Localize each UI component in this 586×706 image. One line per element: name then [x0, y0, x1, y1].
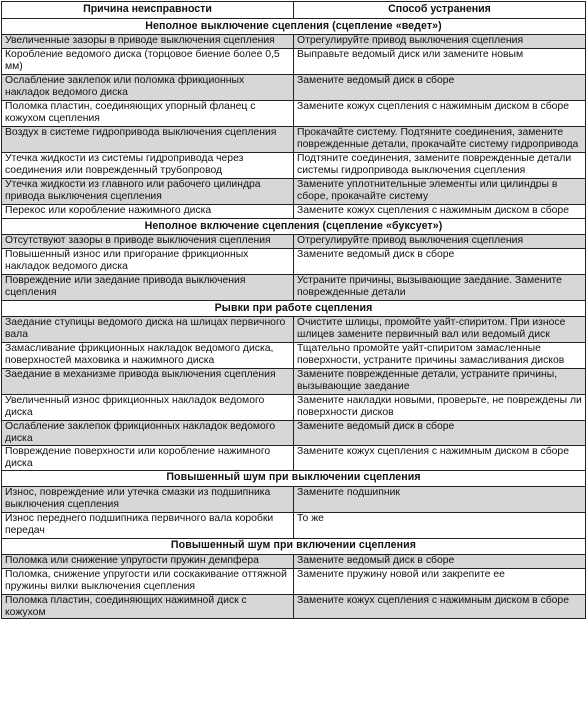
header-row: [2, 2, 586, 19]
fix-cell: Замените кожух сцепления с нажимным диском в сборе: [294, 101, 586, 127]
section-title: Неполное выключение сцепления (сцепление «ведет»): [2, 19, 586, 35]
table-row: [2, 395, 586, 421]
fix-cell: Замените кожух сцепления с нажимным диском в сборе: [294, 594, 586, 619]
cause-cell: Заедание в механизме привода выключения сцепления: [2, 369, 294, 395]
fix-cell: Замените ведомый диск в сборе: [294, 75, 586, 101]
fix-cell: Замените ведомый диск в сборе: [294, 554, 586, 568]
table-row: [2, 127, 586, 153]
fix-cell: Замените подшипник: [294, 486, 586, 512]
table-row: [2, 512, 586, 538]
section-title: Повышенный шум при включении сцепления: [2, 538, 586, 554]
fix-cell: Замените кожух сцепления с нажимным диском в сборе: [294, 445, 586, 470]
cause-cell: Повышенный износ или пригорание фрикционных накладок ведомого диска: [2, 249, 294, 275]
fix-cell: Замените накладки новыми, проверьте, не повреждены ли поверхности дисков: [294, 395, 586, 421]
cause-cell: Повреждение или заедание привода выключения сцепления: [2, 275, 294, 301]
table-row: [2, 49, 586, 75]
section-title: Неполное включение сцепления (сцепление «буксует»): [2, 219, 586, 235]
cause-cell: Заедание ступицы ведомого диска на шлицах первичного вала: [2, 317, 294, 343]
section-row: [2, 19, 586, 35]
section-title: Рывки при работе сцепления: [2, 301, 586, 317]
table-row: [2, 101, 586, 127]
cause-cell: Поломка, снижение упругости или соскакивание оттяжной пружины вилки выключения сцепления: [2, 568, 294, 594]
table-row: [2, 249, 586, 275]
header-cause: Причина неисправности: [2, 2, 294, 19]
fix-cell: Устраните причины, вызывающие заедание. Замените поврежденные детали: [294, 275, 586, 301]
fix-cell: Тщательно промойте уайт-спиритом замасленные поверхности, устраните причины замасливания дисков: [294, 343, 586, 369]
cause-cell: Утечка жидкости из главного или рабочего цилиндра привода выключения сцепления: [2, 179, 294, 205]
cause-cell: Поломка пластин, соединяющих упорный фланец с кожухом сцепления: [2, 101, 294, 127]
table-row: [2, 275, 586, 301]
cause-cell: Увеличенные зазоры в приводе выключения сцепления: [2, 35, 294, 49]
table-row: [2, 179, 586, 205]
fix-cell: Очистите шлицы, промойте уайт-спиритом. При износе шлицев замените первичный вал или ведомый диск: [294, 317, 586, 343]
troubleshooting-table: [1, 1, 586, 619]
cause-cell: Воздух в системе гидропривода выключения сцепления: [2, 127, 294, 153]
fix-cell: Прокачайте систему. Подтяните соединения, замените поврежденные детали, прокачайте систему гидропривода: [294, 127, 586, 153]
table-row: [2, 343, 586, 369]
cause-cell: Поломка пластин, соединяющих нажимной диск с кожухом: [2, 594, 294, 619]
cause-cell: Ослабление заклепок или поломка фрикционных накладок ведомого диска: [2, 75, 294, 101]
fix-cell: Замените уплотнительные элементы или цилиндры в сборе, прокачайте систему: [294, 179, 586, 205]
fix-cell: Замените ведомый диск в сборе: [294, 249, 586, 275]
table-row: [2, 568, 586, 594]
header-fix: Способ устранения: [294, 2, 586, 19]
table-row: [2, 486, 586, 512]
cause-cell: Повреждение поверхности или коробление нажимного диска: [2, 445, 294, 470]
cause-cell: Утечка жидкости из системы гидропривода через соединения или поврежденный трубопровод: [2, 153, 294, 179]
fix-cell: То же: [294, 512, 586, 538]
table-row: [2, 235, 586, 249]
document: [1, 1, 585, 619]
table-row: [2, 153, 586, 179]
fix-cell: Отрегулируйте привод выключения сцепления: [294, 235, 586, 249]
section-row: [2, 470, 586, 486]
fix-cell: Отрегулируйте привод выключения сцепления: [294, 35, 586, 49]
table-row: [2, 421, 586, 446]
table-row: [2, 35, 586, 49]
cause-cell: Перекос или коробление нажимного диска: [2, 205, 294, 219]
fix-cell: Замените кожух сцепления с нажимным диском в сборе: [294, 205, 586, 219]
cause-cell: Поломка или снижение упругости пружин демпфера: [2, 554, 294, 568]
cause-cell: Ослабление заклепок фрикционных накладок ведомого диска: [2, 421, 294, 446]
cause-cell: Износ, повреждение или утечка смазки из подшипника выключения сцепления: [2, 486, 294, 512]
table-row: [2, 594, 586, 619]
fix-cell: Замените ведомый диск в сборе: [294, 421, 586, 446]
fix-cell: Подтяните соединения, замените поврежденные детали системы гидропривода выключения сцепления: [294, 153, 586, 179]
table-body: [2, 19, 586, 619]
fix-cell: Замените поврежденные детали, устраните причины, вызывающие заедание: [294, 369, 586, 395]
cause-cell: Увеличенный износ фрикционных накладок ведомого диска: [2, 395, 294, 421]
section-row: [2, 538, 586, 554]
table-row: [2, 75, 586, 101]
section-row: [2, 301, 586, 317]
table-row: [2, 554, 586, 568]
table-row: [2, 369, 586, 395]
section-row: [2, 219, 586, 235]
fix-cell: Выправьте ведомый диск или замените новым: [294, 49, 586, 75]
table-row: [2, 445, 586, 470]
fix-cell: Замените пружину новой или закрепите ее: [294, 568, 586, 594]
cause-cell: Отсутствуют зазоры в приводе выключения сцепления: [2, 235, 294, 249]
table-row: [2, 205, 586, 219]
cause-cell: Коробление ведомого диска (торцовое биение более 0,5 мм): [2, 49, 294, 75]
cause-cell: Износ переднего подшипника первичного вала коробки передач: [2, 512, 294, 538]
table-row: [2, 317, 586, 343]
cause-cell: Замасливание фрикционных накладок ведомого диска, поверхностей маховика и нажимного диска: [2, 343, 294, 369]
section-title: Повышенный шум при выключении сцепления: [2, 470, 586, 486]
